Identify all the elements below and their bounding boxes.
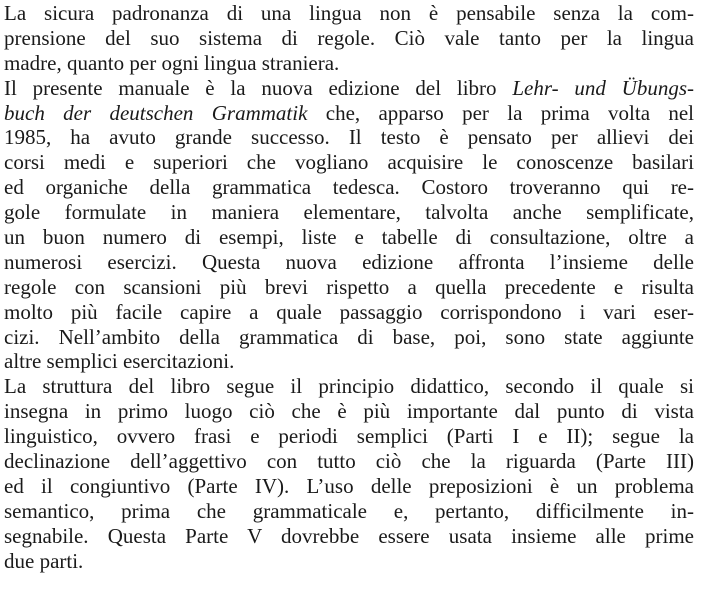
text-line: gole formulate in maniera elementare, talvolta anche semplificate, xyxy=(4,200,694,225)
text-line: declinazione dell’aggettivo con tutto ciò che la riguarda (Parte III) xyxy=(4,449,694,474)
text-line: La sicura padronanza di una lingua non è pensabile senza la com- xyxy=(4,1,694,25)
text-line: madre, quanto per ogni lingua straniera. xyxy=(4,50,340,75)
text-line: altre semplici esercitazioni. xyxy=(4,349,235,374)
text-line: cizi. Nell’ambito della grammatica di base, poi, sono state aggiunte xyxy=(4,324,694,349)
book-title: buch der deutschen Grammatik xyxy=(4,100,308,125)
text-line: La struttura del libro segue il principio didattico, secondo il quale si xyxy=(4,374,694,399)
paragraph-1 xyxy=(4,1,694,76)
text-line: regole con scansioni più brevi rispetto a quella precedente e risulta xyxy=(4,274,694,299)
text-segment: che, apparso per la prima volta nel xyxy=(307,100,694,125)
text-line xyxy=(4,76,694,101)
book-title: Lehr- und Übungs- xyxy=(512,75,694,100)
text-segment: Il presente manuale è la nuova edizione del libro xyxy=(4,75,513,100)
text-line: numerosi esercizi. Questa nuova edizione affronta l’insieme delle xyxy=(4,249,694,274)
text-line: segnabile. Questa Parte V dovrebbe essere usata insieme alle prime xyxy=(4,523,694,548)
text-line xyxy=(4,101,694,126)
text-line: ed il congiuntivo (Parte IV). L’uso delle preposizioni è un problema xyxy=(4,473,694,498)
text-line: due parti. xyxy=(4,548,84,573)
text-line: un buon numero di esempi, liste e tabelle di consultazione, oltre a xyxy=(4,225,694,250)
text-line: molto più facile capire a quale passaggio corrispondono i vari eser- xyxy=(4,299,694,324)
text-line: linguistico, ovvero frasi e periodi semplici (Parti I e II); segue la xyxy=(4,424,694,449)
paragraph-3 xyxy=(4,374,694,573)
paragraph-2 xyxy=(4,76,694,375)
text-line: insegna in primo luogo ciò che è più importante dal punto di vista xyxy=(4,399,694,424)
text-line: corsi medi e superiori che vogliano acquisire le conoscenze basilari xyxy=(4,150,694,175)
body-text xyxy=(4,1,694,573)
text-line: ed organiche della grammatica tedesca. Costoro troveranno qui re- xyxy=(4,175,694,200)
text-line: semantico, prima che grammaticale e, pertanto, difficilmente in- xyxy=(4,498,694,523)
text-line: 1985, ha avuto grande successo. Il testo è pensato per allievi dei xyxy=(4,125,694,150)
text-line: prensione del suo sistema di regole. Ciò vale tanto per la lingua xyxy=(4,25,694,50)
